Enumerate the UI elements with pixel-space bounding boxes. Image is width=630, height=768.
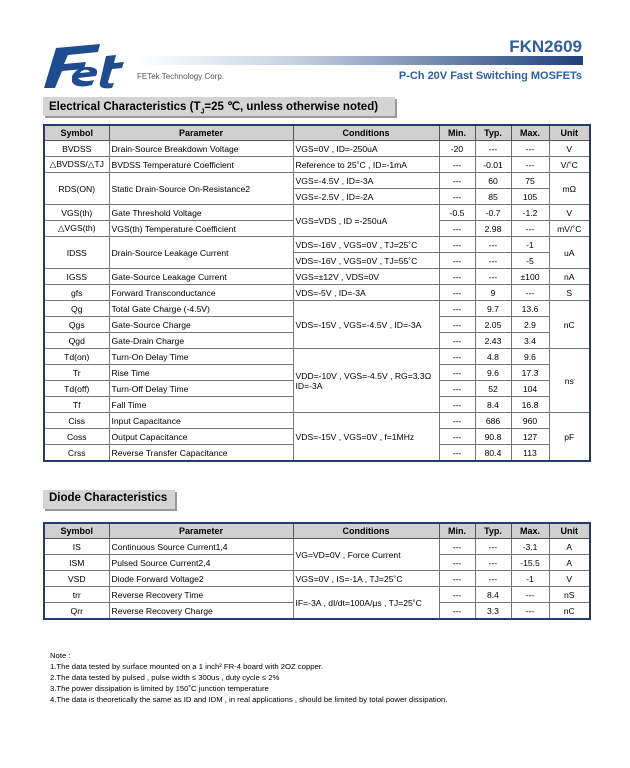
max-cell: --- bbox=[511, 285, 549, 301]
parameter-cell: Gate Threshold Voltage bbox=[109, 205, 293, 221]
parameter-cell: Reverse Transfer Capacitance bbox=[109, 445, 293, 462]
symbol-cell: ISM bbox=[44, 555, 109, 571]
parameter-cell: Continuous Source Current1,4 bbox=[109, 539, 293, 555]
col-max: Max. bbox=[511, 125, 549, 141]
col-min: Min. bbox=[439, 125, 475, 141]
typ-cell: 8.4 bbox=[475, 397, 511, 413]
symbol-cell: Tf bbox=[44, 397, 109, 413]
table-row bbox=[44, 157, 590, 173]
parameter-cell: VGS(th) Temperature Coefficient bbox=[109, 221, 293, 237]
min-cell: --- bbox=[439, 603, 475, 620]
min-cell: --- bbox=[439, 349, 475, 365]
min-cell: --- bbox=[439, 381, 475, 397]
unit-cell: uA bbox=[549, 237, 590, 269]
min-cell: --- bbox=[439, 157, 475, 173]
table-row bbox=[44, 413, 590, 429]
condition-cell: VGS=0V , IS=-1A , TJ=25˚C bbox=[293, 571, 439, 587]
col-typ: Typ. bbox=[475, 125, 511, 141]
max-cell: --- bbox=[511, 603, 549, 620]
unit-cell: ns bbox=[549, 349, 590, 413]
unit-cell: mΩ bbox=[549, 173, 590, 205]
table-row bbox=[44, 141, 590, 157]
typ-cell: 9.6 bbox=[475, 365, 511, 381]
typ-cell: --- bbox=[475, 269, 511, 285]
symbol-cell: Coss bbox=[44, 429, 109, 445]
max-cell: 105 bbox=[511, 189, 549, 205]
unit-cell: nC bbox=[549, 301, 590, 349]
electrical-section-title: Electrical Characteristics ($T_J=25$ ℃, unless otherwise noted) bbox=[43, 97, 395, 116]
max-cell: --- bbox=[511, 587, 549, 603]
condition-cell: VDS=-15V , VGS=-4.5V , ID=-3A bbox=[293, 301, 439, 349]
col-min: Min. bbox=[439, 523, 475, 539]
table-row bbox=[44, 269, 590, 285]
typ-cell: --- bbox=[475, 237, 511, 253]
parameter-cell: Turn-On Delay Time bbox=[109, 349, 293, 365]
table-row bbox=[44, 539, 590, 555]
typ-cell: --- bbox=[475, 571, 511, 587]
typ-cell: --- bbox=[475, 141, 511, 157]
typ-cell: --- bbox=[475, 253, 511, 269]
col-parameter: Parameter bbox=[109, 523, 293, 539]
unit-cell: V bbox=[549, 141, 590, 157]
symbol-cell: Td(on) bbox=[44, 349, 109, 365]
typ-cell: 9 bbox=[475, 285, 511, 301]
col-unit: Unit bbox=[549, 523, 590, 539]
symbol-cell: Qgs bbox=[44, 317, 109, 333]
condition-cell: VDS=-16V , VGS=0V , TJ=55˚C bbox=[293, 253, 439, 269]
table-row bbox=[44, 301, 590, 317]
table-row bbox=[44, 285, 590, 301]
max-cell: -5 bbox=[511, 253, 549, 269]
parameter-cell: Reverse Recovery Time bbox=[109, 587, 293, 603]
parameter-cell: Gate-Drain Charge bbox=[109, 333, 293, 349]
note-item: 1.The data tested by surface mounted on a 1 inch² FR-4 board with 2OZ copper. bbox=[50, 662, 324, 671]
max-cell: 3.4 bbox=[511, 333, 549, 349]
condition-cell: VGS=-4.5V , ID=-3A bbox=[293, 173, 439, 189]
max-cell: 9.6 bbox=[511, 349, 549, 365]
table-row bbox=[44, 571, 590, 587]
typ-cell: 2.98 bbox=[475, 221, 511, 237]
parameter-cell: Fall Time bbox=[109, 397, 293, 413]
table-row bbox=[44, 237, 590, 253]
max-cell: 104 bbox=[511, 381, 549, 397]
symbol-cell: △VGS(th) bbox=[44, 221, 109, 237]
typ-cell: --- bbox=[475, 555, 511, 571]
parameter-cell: Rise Time bbox=[109, 365, 293, 381]
parameter-cell: Drain-Source Leakage Current bbox=[109, 237, 293, 269]
typ-cell: 52 bbox=[475, 381, 511, 397]
symbol-cell: Ciss bbox=[44, 413, 109, 429]
parameter-cell: Output Capacitance bbox=[109, 429, 293, 445]
symbol-cell: BVDSS bbox=[44, 141, 109, 157]
min-cell: --- bbox=[439, 587, 475, 603]
note-item: 3.The power dissipation is limited by 150˚C junction temperature bbox=[50, 684, 269, 693]
fetek-logo bbox=[42, 38, 134, 90]
condition-cell: IF=-3A , dI/dt=100A/μs , TJ=25˚C bbox=[293, 587, 439, 620]
max-cell: -1 bbox=[511, 571, 549, 587]
col-symbol: Symbol bbox=[44, 125, 109, 141]
table-row bbox=[44, 173, 590, 189]
parameter-cell: Forward Transconductance bbox=[109, 285, 293, 301]
unit-cell: A bbox=[549, 555, 590, 571]
max-cell: ±100 bbox=[511, 269, 549, 285]
company-name: FETek Technology Corp. bbox=[137, 72, 225, 81]
min-cell: --- bbox=[439, 189, 475, 205]
condition-cell: VGS=±12V , VDS=0V bbox=[293, 269, 439, 285]
min-cell: --- bbox=[439, 317, 475, 333]
header-rule bbox=[137, 56, 583, 65]
note-item: 2.The data tested by pulsed , pulse width ≤ 300us , duty cycle ≤ 2% bbox=[50, 673, 280, 682]
typ-cell: 60 bbox=[475, 173, 511, 189]
unit-cell: nA bbox=[549, 269, 590, 285]
parameter-cell: Total Gate Charge (-4.5V) bbox=[109, 301, 293, 317]
max-cell: -1 bbox=[511, 237, 549, 253]
max-cell: 960 bbox=[511, 413, 549, 429]
typ-cell: 686 bbox=[475, 413, 511, 429]
symbol-cell: Qg bbox=[44, 301, 109, 317]
typ-cell: 8.4 bbox=[475, 587, 511, 603]
symbol-cell: Crss bbox=[44, 445, 109, 462]
max-cell: 113 bbox=[511, 445, 549, 462]
symbol-cell: IS bbox=[44, 539, 109, 555]
min-cell: --- bbox=[439, 397, 475, 413]
max-cell: --- bbox=[511, 141, 549, 157]
min-cell: -0.5 bbox=[439, 205, 475, 221]
condition-cell: VDS=-5V , ID=-3A bbox=[293, 285, 439, 301]
max-cell: 16.8 bbox=[511, 397, 549, 413]
min-cell: -20 bbox=[439, 141, 475, 157]
parameter-cell: BVDSS Temperature Coefficient bbox=[109, 157, 293, 173]
notes-block bbox=[50, 650, 447, 705]
col-unit: Unit bbox=[549, 125, 590, 141]
typ-cell: 90.8 bbox=[475, 429, 511, 445]
max-cell: -3.1 bbox=[511, 539, 549, 555]
table-row bbox=[44, 587, 590, 603]
unit-cell: S bbox=[549, 285, 590, 301]
max-cell: -15.5 bbox=[511, 555, 549, 571]
condition-cell: VDD=-10V , VGS=-4.5V , RG=3.3Ω ID=-3A bbox=[293, 349, 439, 413]
unit-cell: pF bbox=[549, 413, 590, 462]
min-cell: --- bbox=[439, 539, 475, 555]
col-conditions: Conditions bbox=[293, 523, 439, 539]
max-cell: 13.6 bbox=[511, 301, 549, 317]
min-cell: --- bbox=[439, 333, 475, 349]
min-cell: --- bbox=[439, 237, 475, 253]
max-cell: --- bbox=[511, 157, 549, 173]
unit-cell: V/˚C bbox=[549, 157, 590, 173]
col-conditions: Conditions bbox=[293, 125, 439, 141]
col-max: Max. bbox=[511, 523, 549, 539]
typ-cell: -0.7 bbox=[475, 205, 511, 221]
product-subtitle: P-Ch 20V Fast Switching MOSFETs bbox=[398, 70, 582, 82]
min-cell: --- bbox=[439, 301, 475, 317]
max-cell: 127 bbox=[511, 429, 549, 445]
condition-cell: VGS=VDS , ID =-250uA bbox=[293, 205, 439, 237]
min-cell: --- bbox=[439, 221, 475, 237]
parameter-cell: Gate-Source Leakage Current bbox=[109, 269, 293, 285]
unit-cell: A bbox=[549, 539, 590, 555]
part-number: FKN2609 bbox=[509, 37, 582, 56]
parameter-cell: Reverse Recovery Charge bbox=[109, 603, 293, 620]
parameter-cell: Gate-Source Charge bbox=[109, 317, 293, 333]
min-cell: --- bbox=[439, 285, 475, 301]
typ-cell: 3.3 bbox=[475, 603, 511, 620]
typ-cell: -0.01 bbox=[475, 157, 511, 173]
col-symbol: Symbol bbox=[44, 523, 109, 539]
typ-cell: 80.4 bbox=[475, 445, 511, 462]
max-cell: 75 bbox=[511, 173, 549, 189]
symbol-cell: trr bbox=[44, 587, 109, 603]
col-typ: Typ. bbox=[475, 523, 511, 539]
symbol-cell: Tr bbox=[44, 365, 109, 381]
min-cell: --- bbox=[439, 269, 475, 285]
diode-section-title: Diode Characteristics bbox=[43, 490, 175, 509]
typ-cell: 2.05 bbox=[475, 317, 511, 333]
symbol-cell: △BVDSS/△TJ bbox=[44, 157, 109, 173]
max-cell: 2.9 bbox=[511, 317, 549, 333]
table-header-row bbox=[44, 523, 590, 539]
unit-cell: V bbox=[549, 571, 590, 587]
max-cell: 17.3 bbox=[511, 365, 549, 381]
symbol-cell: VSD bbox=[44, 571, 109, 587]
min-cell: --- bbox=[439, 571, 475, 587]
symbol-cell: Td(off) bbox=[44, 381, 109, 397]
parameter-cell: Input Capacitance bbox=[109, 413, 293, 429]
symbol-cell: IDSS bbox=[44, 237, 109, 269]
unit-cell: V bbox=[549, 205, 590, 221]
symbol-cell: RDS(ON) bbox=[44, 173, 109, 205]
parameter-cell: Pulsed Source Current2,4 bbox=[109, 555, 293, 571]
unit-cell: nC bbox=[549, 603, 590, 620]
typ-cell: --- bbox=[475, 539, 511, 555]
min-cell: --- bbox=[439, 445, 475, 462]
condition-cell: VDS=-15V , VGS=0V , f=1MHz bbox=[293, 413, 439, 462]
unit-cell: mV/˚C bbox=[549, 221, 590, 237]
typ-cell: 9.7 bbox=[475, 301, 511, 317]
col-parameter: Parameter bbox=[109, 125, 293, 141]
min-cell: --- bbox=[439, 253, 475, 269]
symbol-cell: VGS(th) bbox=[44, 205, 109, 221]
condition-cell: VG=VD=0V , Force Current bbox=[293, 539, 439, 571]
electrical-table bbox=[43, 124, 591, 462]
condition-cell: VGS=-2.5V , ID=-2A bbox=[293, 189, 439, 205]
table-header-row bbox=[44, 125, 590, 141]
table-row bbox=[44, 349, 590, 365]
min-cell: --- bbox=[439, 173, 475, 189]
table-row bbox=[44, 205, 590, 221]
diode-table bbox=[43, 522, 591, 620]
min-cell: --- bbox=[439, 429, 475, 445]
min-cell: --- bbox=[439, 555, 475, 571]
typ-cell: 2.43 bbox=[475, 333, 511, 349]
symbol-cell: IGSS bbox=[44, 269, 109, 285]
unit-cell: nS bbox=[549, 587, 590, 603]
min-cell: --- bbox=[439, 365, 475, 381]
note-item: 4.The data is theoretically the same as ID and IDM , in real applications , should be limited by total power dissipation. bbox=[50, 695, 448, 704]
max-cell: --- bbox=[511, 221, 549, 237]
typ-cell: 85 bbox=[475, 189, 511, 205]
condition-cell: VGS=0V , ID=-250uA bbox=[293, 141, 439, 157]
parameter-cell: Drain-Source Breakdown Voltage bbox=[109, 141, 293, 157]
max-cell: -1.2 bbox=[511, 205, 549, 221]
symbol-cell: Qgd bbox=[44, 333, 109, 349]
parameter-cell: Turn-Off Delay Time bbox=[109, 381, 293, 397]
symbol-cell: Qrr bbox=[44, 603, 109, 620]
condition-cell: Reference to 25˚C , ID=-1mA bbox=[293, 157, 439, 173]
condition-cell: VDS=-16V , VGS=0V , TJ=25˚C bbox=[293, 237, 439, 253]
parameter-cell: Static Drain-Source On-Resistance2 bbox=[109, 173, 293, 205]
typ-cell: 4.8 bbox=[475, 349, 511, 365]
parameter-cell: Diode Forward Voltage2 bbox=[109, 571, 293, 587]
symbol-cell: gfs bbox=[44, 285, 109, 301]
notes-heading: Note : bbox=[50, 651, 71, 660]
min-cell: --- bbox=[439, 413, 475, 429]
